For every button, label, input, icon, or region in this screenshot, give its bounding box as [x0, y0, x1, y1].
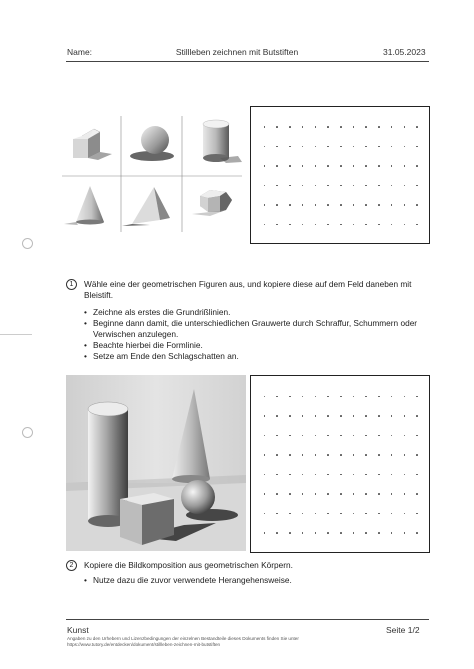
grid-dot	[365, 435, 367, 437]
grid-dot	[302, 454, 304, 456]
grid-dot	[404, 146, 406, 148]
grid-dot	[340, 435, 342, 437]
grid-dot	[289, 396, 291, 398]
grid-dot	[276, 474, 278, 476]
grid-dot	[391, 474, 393, 476]
task-2-bullet: • Nutze dazu die zuvor verwendete Herangehensweise.	[84, 575, 429, 586]
grid-dot	[416, 224, 418, 226]
grid-dot	[404, 513, 406, 515]
grid-dot	[391, 204, 393, 206]
cube-icon	[73, 129, 112, 160]
grid-dot	[365, 165, 367, 167]
grid-dot	[302, 146, 304, 148]
grid-dot	[365, 185, 367, 187]
grid-dot	[353, 126, 355, 128]
grid-dot	[327, 493, 329, 495]
grid-dot	[302, 224, 304, 226]
grid-dot	[327, 513, 329, 515]
grid-dot	[327, 532, 329, 534]
grid-dot	[315, 204, 317, 206]
grid-dot	[416, 513, 418, 515]
grid-dot	[289, 204, 291, 206]
punch-hole-top	[22, 238, 33, 249]
grid-dot	[302, 396, 304, 398]
grid-dot	[315, 493, 317, 495]
header-rule	[66, 61, 429, 62]
grid-dot	[353, 435, 355, 437]
grid-dot	[404, 532, 406, 534]
grid-dot	[416, 474, 418, 476]
grid-dot	[391, 146, 393, 148]
grid-dot	[404, 396, 406, 398]
task-1-bullet: • Setze am Ende den Schlagschatten an.	[84, 351, 429, 362]
task-1-bullet: • Beginne dann damit, die unterschiedlichen Grauwerte durch Schraffur, Schummern oder Verwischen anzulegen.	[84, 318, 429, 340]
still-life-photo	[66, 375, 246, 551]
grid-dot	[391, 415, 393, 417]
sphere-icon	[130, 126, 174, 161]
grid-dot	[327, 165, 329, 167]
grid-dot	[276, 224, 278, 226]
grid-dot	[289, 146, 291, 148]
grid-dot	[289, 415, 291, 417]
grid-dot	[340, 146, 342, 148]
footer-page: Seite 1/2	[386, 625, 420, 635]
grid-dot	[315, 532, 317, 534]
footer-rule	[66, 619, 429, 620]
grid-dot	[276, 513, 278, 515]
grid-dot	[416, 146, 418, 148]
grid-dot	[289, 185, 291, 187]
grid-dot	[315, 396, 317, 398]
grid-dot	[302, 415, 304, 417]
grid-dot	[340, 474, 342, 476]
grid-dot	[289, 435, 291, 437]
grid-dot	[365, 454, 367, 456]
grid-dot	[327, 435, 329, 437]
grid-dot	[327, 396, 329, 398]
grid-dot	[416, 165, 418, 167]
grid-dot	[404, 415, 406, 417]
footer-license: Angaben zu den Urhebern und Lizenzbedingungen der einzelnen Bestandteile dieses Dokuments finden Sie unter	[67, 636, 299, 641]
grid-dot	[353, 396, 355, 398]
grid-dot	[353, 165, 355, 167]
grid-dot	[378, 126, 380, 128]
grid-dot	[365, 396, 367, 398]
task-1-bullet: • Beachte hierbei die Formlinie.	[84, 340, 429, 351]
grid-dot	[327, 126, 329, 128]
grid-dot	[391, 532, 393, 534]
drawing-field-2[interactable]	[250, 375, 430, 553]
task-1-text: Wähle eine der geometrischen Figuren aus, und kopiere diese auf dem Feld daneben mit Bleistift.	[84, 279, 412, 300]
grid-dot	[289, 224, 291, 226]
grid-dot	[264, 532, 266, 534]
grid-dot	[315, 513, 317, 515]
grid-dot	[340, 532, 342, 534]
grid-dot	[365, 532, 367, 534]
grid-dot	[378, 224, 380, 226]
grid-dot	[340, 493, 342, 495]
grid-dot	[289, 493, 291, 495]
grid-dot	[353, 415, 355, 417]
punch-hole-bottom	[22, 427, 33, 438]
grid-dot	[416, 185, 418, 187]
grid-dot	[416, 435, 418, 437]
grid-dot	[378, 396, 380, 398]
grid-dot	[378, 146, 380, 148]
grid-dot	[264, 474, 266, 476]
grid-dot	[327, 474, 329, 476]
grid-dot	[289, 532, 291, 534]
grid-dot	[404, 435, 406, 437]
grid-dot	[391, 513, 393, 515]
grid-dot	[302, 493, 304, 495]
grid-dot	[353, 224, 355, 226]
grid-dot	[378, 185, 380, 187]
grid-dot	[315, 224, 317, 226]
grid-dot	[327, 415, 329, 417]
cylinder-icon	[203, 120, 242, 163]
grid-dot	[315, 435, 317, 437]
task-2-bullets	[84, 575, 429, 586]
grid-dot	[416, 415, 418, 417]
octagonal-prism-icon	[192, 190, 232, 216]
grid-dot	[353, 185, 355, 187]
grid-dot	[340, 224, 342, 226]
grid-dot	[264, 396, 266, 398]
grid-dot	[353, 454, 355, 456]
grid-dot	[365, 146, 367, 148]
grid-dot	[391, 435, 393, 437]
cone-icon	[64, 186, 104, 225]
grid-dot	[264, 435, 266, 437]
grid-dot	[264, 224, 266, 226]
grid-dot	[302, 185, 304, 187]
grid-dot	[264, 415, 266, 417]
footer-url[interactable]: https://www.tutory.de/entdecken/dokument/stillleben-zeichnen-mit-butstiften	[67, 642, 221, 647]
grid-dot	[302, 532, 304, 534]
grid-dot	[315, 415, 317, 417]
grid-dot	[289, 513, 291, 515]
grid-dot	[302, 204, 304, 206]
grid-dot	[315, 146, 317, 148]
page-title: Stillleben zeichnen mit Butstiften	[175, 47, 299, 57]
grid-dot	[302, 474, 304, 476]
grid-dot	[378, 493, 380, 495]
grid-dot	[289, 165, 291, 167]
grid-dot	[264, 165, 266, 167]
grid-dot	[276, 185, 278, 187]
grid-dot	[378, 454, 380, 456]
grid-dot	[340, 415, 342, 417]
grid-dot	[289, 454, 291, 456]
grid-dot	[340, 513, 342, 515]
grid-dot	[264, 454, 266, 456]
grid-dot	[327, 204, 329, 206]
grid-dot	[276, 126, 278, 128]
grid-dot	[302, 435, 304, 437]
grid-dot	[391, 396, 393, 398]
grid-dot	[302, 165, 304, 167]
grid-dot	[353, 532, 355, 534]
grid-dot	[353, 513, 355, 515]
grid-dot	[378, 532, 380, 534]
task-number-2: 2	[66, 560, 77, 571]
grid-dot	[416, 532, 418, 534]
grid-dot	[276, 165, 278, 167]
grid-dot	[276, 454, 278, 456]
grid-dot	[404, 493, 406, 495]
grid-dot	[340, 204, 342, 206]
grid-dot	[264, 204, 266, 206]
grid-dot	[315, 454, 317, 456]
grid-dot	[378, 165, 380, 167]
grid-dot	[404, 126, 406, 128]
grid-dot	[378, 513, 380, 515]
grid-dot	[315, 165, 317, 167]
grid-dot	[404, 224, 406, 226]
grid-dot	[353, 493, 355, 495]
grid-dot	[391, 165, 393, 167]
grid-dot	[365, 126, 367, 128]
grid-dot	[416, 493, 418, 495]
grid-dot	[365, 415, 367, 417]
grid-dot	[353, 204, 355, 206]
grid-dot	[276, 415, 278, 417]
grid-dot	[327, 224, 329, 226]
grid-dot	[302, 513, 304, 515]
grid-dot	[365, 513, 367, 515]
grid-dot	[315, 126, 317, 128]
drawing-field-1[interactable]	[250, 106, 430, 244]
grid-dot	[391, 126, 393, 128]
grid-dot	[391, 185, 393, 187]
grid-dot	[276, 493, 278, 495]
grid-dot	[404, 165, 406, 167]
grid-dot	[264, 513, 266, 515]
grid-dot	[340, 185, 342, 187]
grid-dot	[340, 396, 342, 398]
figures-panel	[60, 112, 244, 236]
grid-dot	[416, 204, 418, 206]
grid-dot	[276, 146, 278, 148]
grid-dot	[289, 126, 291, 128]
pyramid-icon	[122, 187, 170, 226]
task-1-bullet: • Zeichne als erstes die Grundrißlinien.	[84, 307, 429, 318]
grid-dot	[340, 454, 342, 456]
grid-dot	[365, 493, 367, 495]
grid-dot	[404, 185, 406, 187]
date: 31.05.2023	[383, 47, 426, 57]
grid-dot	[264, 493, 266, 495]
grid-dot	[365, 224, 367, 226]
grid-dot	[340, 126, 342, 128]
grid-dot	[264, 126, 266, 128]
grid-dot	[391, 224, 393, 226]
grid-dot	[289, 474, 291, 476]
grid-dot	[416, 454, 418, 456]
grid-dot	[404, 474, 406, 476]
name-label: Name:	[67, 47, 93, 57]
grid-dot	[327, 146, 329, 148]
grid-dot	[327, 185, 329, 187]
grid-dot	[276, 204, 278, 206]
grid-dot	[353, 146, 355, 148]
grid-dot	[404, 454, 406, 456]
grid-dot	[276, 532, 278, 534]
task-number-1: 1	[66, 279, 77, 290]
grid-dot	[276, 435, 278, 437]
task-2-text: Kopiere die Bildkomposition aus geometrischen Körpern.	[84, 560, 293, 570]
grid-dot	[378, 435, 380, 437]
grid-dot	[416, 126, 418, 128]
grid-dot	[276, 396, 278, 398]
grid-dot	[315, 185, 317, 187]
grid-dot	[365, 204, 367, 206]
grid-dot	[378, 204, 380, 206]
grid-dot	[264, 146, 266, 148]
grid-dot	[404, 204, 406, 206]
grid-dot	[378, 415, 380, 417]
fold-mark	[0, 334, 32, 335]
grid-dot	[391, 493, 393, 495]
grid-dot	[302, 126, 304, 128]
grid-dot	[264, 185, 266, 187]
grid-dot	[365, 474, 367, 476]
grid-dot	[340, 165, 342, 167]
grid-dot	[353, 474, 355, 476]
task-1-bullets	[84, 307, 429, 362]
grid-dot	[315, 474, 317, 476]
grid-dot	[378, 474, 380, 476]
grid-dot	[416, 396, 418, 398]
footer-subject: Kunst	[67, 625, 89, 635]
grid-dot	[391, 454, 393, 456]
grid-dot	[327, 454, 329, 456]
